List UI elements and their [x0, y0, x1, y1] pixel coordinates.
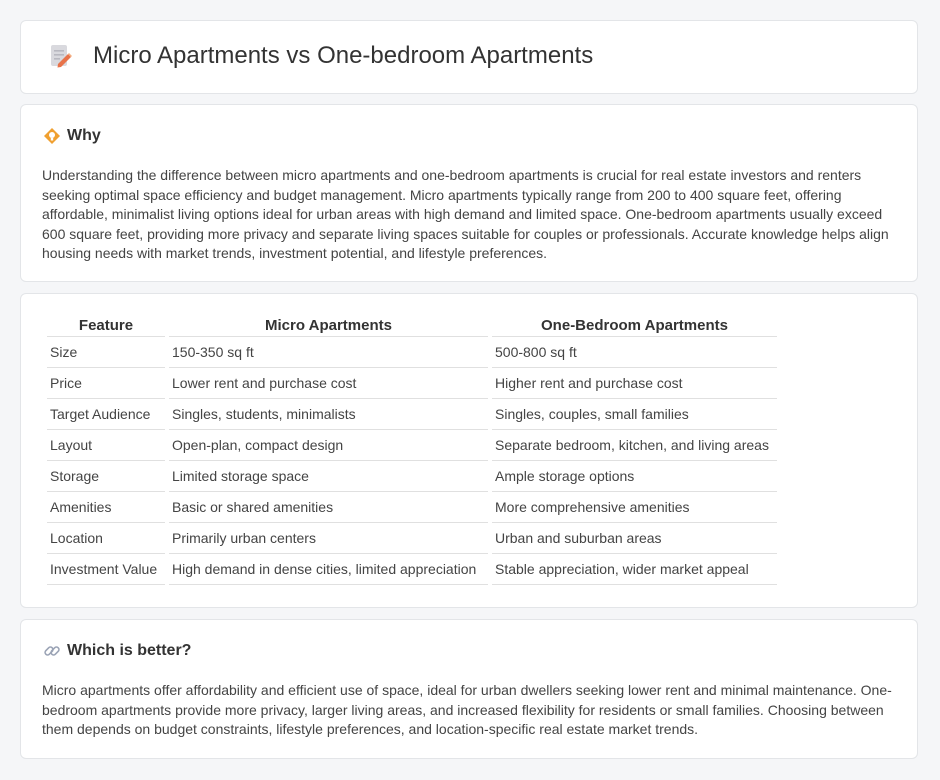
why-text: Understanding the difference between micro apartments and one-bedroom apartments is crucial for real estate investors and renters seeking optimal space efficiency and budget management. Micro apartments typically range from 200 to 400 square feet, offering affordable, minimalist living options ideal for urban areas with high demand and limited space. One-bedroom apartments usually exceed 600 square feet, providing more privacy and separate living spaces suitable for couples or professionals. Accurate knowledge helps align housing needs with market trends, investment potential, and lifestyle preferences.	[42, 167, 889, 262]
table-row	[47, 492, 777, 523]
table-cell: Lower rent and purchase cost	[169, 368, 488, 399]
table-cell: Storage	[47, 461, 165, 492]
table-cell: Urban and suburban areas	[492, 523, 777, 554]
table-cell: 500-800 sq ft	[492, 337, 777, 368]
table-cell: Investment Value	[47, 554, 165, 585]
comparison-table	[43, 314, 781, 585]
table-row	[47, 461, 777, 492]
table-cell: Amenities	[47, 492, 165, 523]
table-cell: Stable appreciation, wider market appeal	[492, 554, 777, 585]
table-cell: Singles, couples, small families	[492, 399, 777, 430]
table-cell: More comprehensive amenities	[492, 492, 777, 523]
table-cell: Price	[47, 368, 165, 399]
table-row	[47, 554, 777, 585]
which-better-heading	[43, 642, 191, 660]
title-card	[20, 20, 918, 94]
page-title: Micro Apartments vs One-bedroom Apartments	[93, 42, 594, 69]
comparison-card	[20, 293, 918, 608]
table-header-row	[47, 314, 777, 337]
table-cell: Limited storage space	[169, 461, 488, 492]
why-title: Why	[67, 127, 101, 144]
table-row	[47, 337, 777, 368]
table-cell: Separate bedroom, kitchen, and living areas	[492, 430, 777, 461]
table-row	[47, 368, 777, 399]
table-cell: 150-350 sq ft	[169, 337, 488, 368]
document-edit-icon	[45, 41, 75, 71]
why-card	[20, 104, 918, 282]
link-icon	[43, 642, 61, 660]
table-cell: Location	[47, 523, 165, 554]
column-header-micro: Micro Apartments	[169, 314, 488, 337]
table-cell: Size	[47, 337, 165, 368]
column-header-feature: Feature	[47, 314, 165, 337]
table-cell: Ample storage options	[492, 461, 777, 492]
table-cell: High demand in dense cities, limited appreciation	[169, 554, 488, 585]
table-cell: Primarily urban centers	[169, 523, 488, 554]
table-cell: Layout	[47, 430, 165, 461]
table-cell: Open-plan, compact design	[169, 430, 488, 461]
lightbulb-diamond-icon	[43, 127, 61, 145]
title-row	[45, 41, 593, 71]
table-cell: Higher rent and purchase cost	[492, 368, 777, 399]
which-better-title: Which is better?	[67, 642, 192, 659]
which-better-card	[20, 619, 918, 759]
table-cell: Target Audience	[47, 399, 165, 430]
column-header-one-bedroom: One-Bedroom Apartments	[492, 314, 777, 337]
which-better-text: Micro apartments offer affordability and efficient use of space, ideal for urban dwellers seeking lower rent and minimal maintenance. One-bedroom apartments provide more privacy, larger living areas, and increased flexibility for residents or small families. Choosing between them depends on budget constraints, lifestyle preferences, and location-specific real estate market trends.	[42, 682, 892, 738]
table-cell: Basic or shared amenities	[169, 492, 488, 523]
why-heading	[43, 127, 101, 145]
table-row	[47, 399, 777, 430]
table-cell: Singles, students, minimalists	[169, 399, 488, 430]
table-row	[47, 523, 777, 554]
table-row	[47, 430, 777, 461]
